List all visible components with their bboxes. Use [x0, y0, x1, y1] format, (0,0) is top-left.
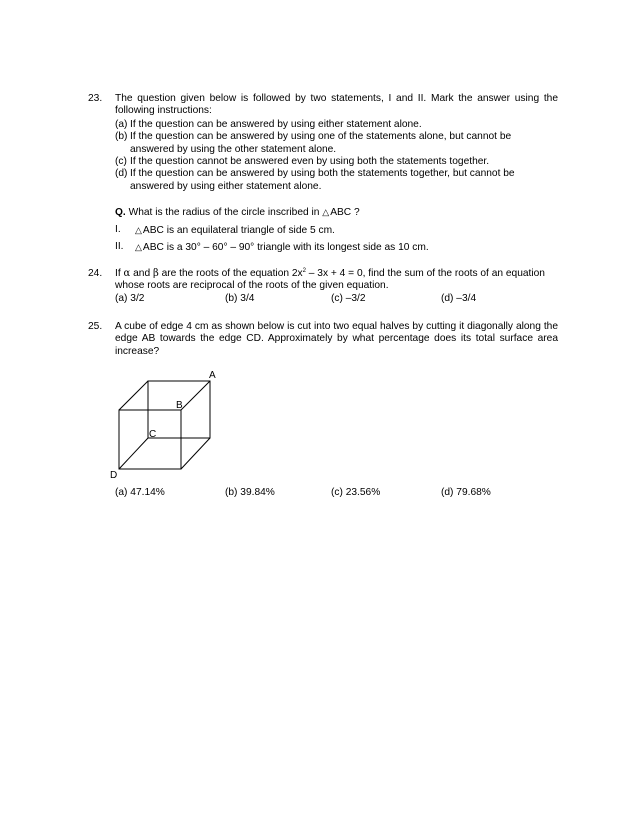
question-25-options	[88, 487, 558, 499]
triangle-symbol: △	[135, 224, 142, 235]
question-number: 23.	[88, 93, 103, 104]
sub-question: Q. What is the radius of the circle inscribed in △ABC ?	[115, 207, 360, 219]
question-23	[88, 93, 558, 254]
option-text: If the question can be answered by using either statement alone.	[130, 118, 422, 130]
question-text: A cube of edge 4 cm as shown below is cut into two equal halves by cutting it diagonally along the edge AB towards the edge CD. Approximately by what percentage does its total surface area increase?	[115, 321, 558, 357]
cube-edge	[181, 438, 210, 469]
statement-label: II.	[115, 241, 124, 253]
vertex-label-b: B	[176, 400, 183, 411]
instruction-a	[115, 119, 558, 131]
triangle-name: ABC	[142, 242, 164, 254]
statement-text: is an equilateral triangle of side 5 cm.	[163, 224, 335, 236]
cube-edge	[181, 381, 210, 410]
alpha-symbol: α	[123, 268, 131, 279]
instruction-b	[115, 131, 558, 156]
option-c[interactable]: (c) –3/2	[331, 292, 366, 304]
question-number: 24.	[88, 268, 103, 279]
vertex-label-c: C	[149, 429, 157, 440]
option-b[interactable]: (b) 39.84%	[225, 487, 275, 498]
question-text: If α and β are the roots of the equation $2x^2 - 3x + 4 = 0$, find the sum of the roots of an equation whose roots are reciprocal of the roots of the given equation.	[115, 268, 545, 292]
cube-figure	[105, 365, 225, 483]
question-number: 25.	[88, 321, 103, 332]
option-c[interactable]: (c) 23.56%	[331, 487, 381, 498]
instruction-list	[115, 119, 558, 193]
statement-text: is a 30° – 60° – 90° triangle with its longest side as 10 cm.	[163, 242, 429, 254]
triangle-symbol: △	[135, 242, 142, 253]
option-b[interactable]: (b) 3/4	[225, 292, 255, 304]
option-label: (a)	[115, 118, 128, 130]
question-25	[88, 321, 558, 358]
statement-label: I.	[115, 223, 121, 235]
statement-1	[115, 224, 558, 237]
option-label: (b)	[115, 131, 128, 143]
triangle-name: ABC	[330, 207, 352, 219]
question-24	[88, 268, 558, 305]
option-text: If the question can be answered by using one of the statements alone, but cannot be answered by using the other statement alone.	[130, 131, 512, 155]
cube-edge	[119, 438, 148, 469]
triangle-symbol: △	[322, 207, 330, 218]
cube-edge	[119, 381, 148, 410]
instruction-c	[115, 156, 558, 168]
sub-question-label: Q.	[115, 207, 126, 219]
beta-symbol: β	[152, 268, 159, 279]
vertex-label-d: D	[110, 470, 118, 481]
instruction-d	[115, 168, 558, 193]
option-text: If the question can be answered by using both the statements together, but cannot be answered by using either statement alone.	[130, 168, 515, 192]
option-label: (d)	[115, 168, 128, 180]
statement-2	[115, 241, 558, 254]
option-a[interactable]: (a) 47.14%	[115, 487, 165, 498]
vertex-label-a: A	[209, 370, 216, 381]
triangle-name: ABC	[142, 224, 164, 236]
option-d[interactable]: (d) –3/4	[441, 292, 477, 304]
question-stem: The question given below is followed by two statements, I and II. Mark the answer using the following instructions:	[115, 93, 558, 117]
answer-options	[115, 487, 558, 499]
answer-options	[115, 293, 558, 305]
option-d[interactable]: (d) 79.68%	[441, 487, 491, 498]
option-a[interactable]: (a) 3/2	[115, 292, 145, 304]
option-text: If the question cannot be answered even by using both the statements together.	[130, 156, 490, 168]
option-label: (c)	[115, 156, 127, 168]
sub-question-text: What is the radius of the circle inscribed in	[128, 207, 320, 219]
